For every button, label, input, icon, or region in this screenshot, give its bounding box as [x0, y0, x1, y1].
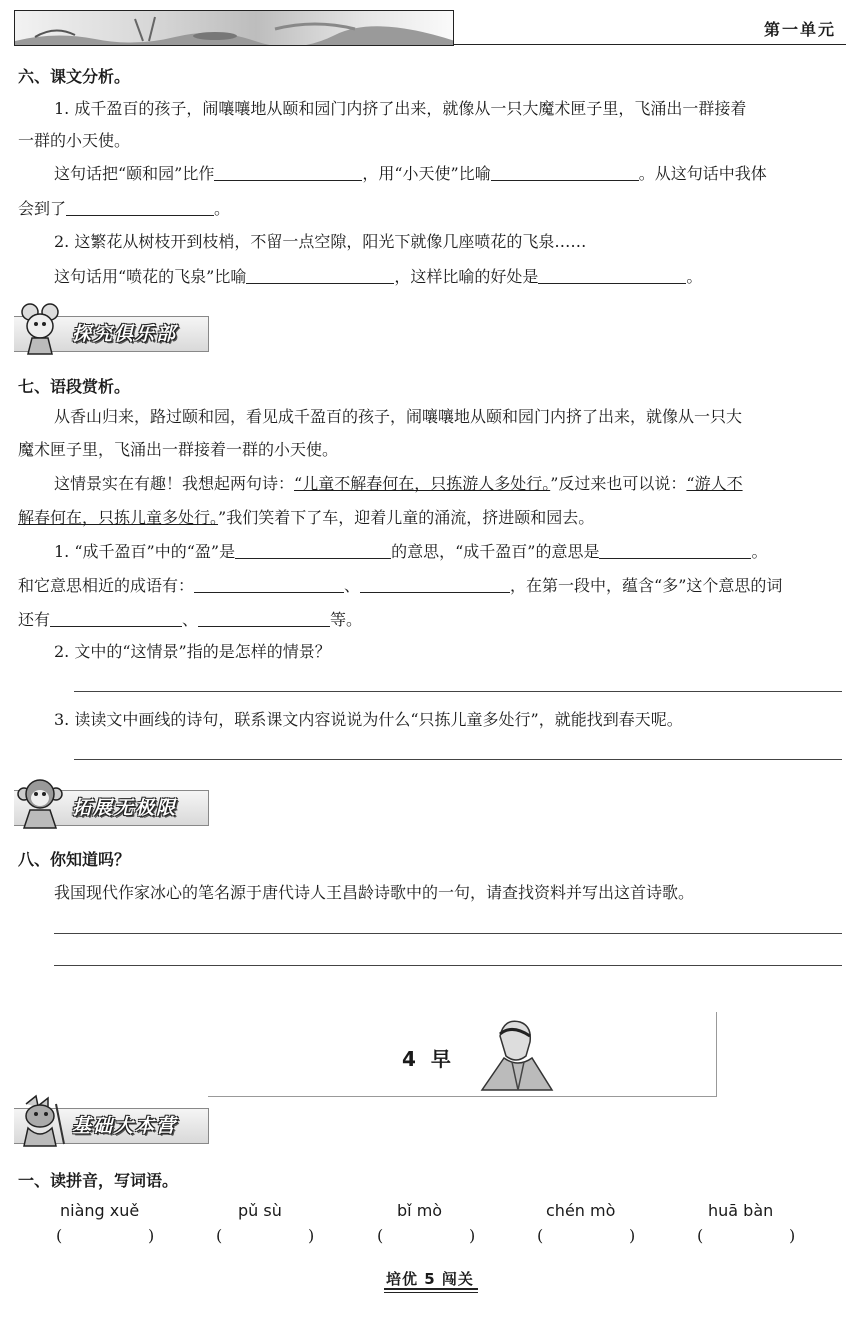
pinyin-item: niàng xuě: [60, 1201, 140, 1220]
text-span: 、: [344, 576, 361, 595]
answer-box[interactable]: [226, 1228, 306, 1246]
section7-p1-line2: 魔术匣子里，飞涌出一群接着一群的小天使。: [18, 440, 339, 459]
section7-q1-line1: [54, 539, 767, 565]
close-paren: ): [469, 1226, 476, 1245]
text-span: ”我们笑着下了车，迎着儿童的涌流，挤进颐和园去。: [218, 508, 595, 527]
page-footer: 培优 5 闯关: [386, 1270, 474, 1288]
answer-blank[interactable]: [194, 574, 344, 593]
answer-box[interactable]: [387, 1228, 467, 1246]
open-paren: (: [216, 1226, 223, 1245]
open-paren: (: [56, 1226, 63, 1245]
mouse-mascot-icon: [16, 302, 66, 356]
text-span: 还有: [18, 610, 51, 629]
answer-blank[interactable]: [538, 265, 686, 284]
answer-blank[interactable]: [50, 608, 182, 627]
pinyin-item: pǔ sù: [238, 1201, 282, 1220]
section7-q1-line2: [18, 573, 782, 599]
section7-q2: 2. 文中的“这情景”指的是怎样的情景？: [54, 642, 331, 661]
answer-blank[interactable]: [66, 197, 214, 216]
section7-p1-line1: 从香山归来，路过颐和园，看见成千盈百的孩子，闹嚷嚷地从颐和园门内挤了出来，就像从一只大: [54, 407, 743, 426]
lesson-title-box: [208, 1012, 717, 1097]
text-span: 的意思，“成千盈百”的意思是: [391, 542, 600, 561]
open-paren: (: [697, 1226, 704, 1245]
underlined-poem: “儿童不解春何在，只拣游人多处行。: [294, 474, 551, 493]
text-span: 。: [214, 199, 231, 218]
pinyin-item: bǐ mò: [397, 1201, 443, 1220]
section7-p2-line2: [18, 505, 594, 531]
section6-q1-line2: 一群的小天使。: [18, 131, 131, 150]
text-span: 会到了: [18, 199, 67, 218]
badge-title: 探究俱乐部: [72, 323, 178, 345]
text-span: ，这样比喻的好处是: [394, 267, 539, 286]
close-paren: ): [789, 1226, 796, 1245]
answer-line[interactable]: [54, 965, 842, 966]
open-paren: (: [537, 1226, 544, 1245]
dragon-mascot-icon: [16, 1094, 66, 1148]
text-span: ，在第一段中，蕴含“多”这个意思的词: [510, 576, 783, 595]
header-banner: [14, 10, 454, 46]
section7-q3: 3. 读读文中画线的诗句，联系课文内容说说为什么“只拣儿童多处行”，就能找到春天呢。: [54, 710, 683, 729]
section8-heading: 八、你知道吗？: [18, 850, 131, 869]
section6-q1-answer-line2: [18, 196, 230, 222]
text-span: 。从这句话中我体: [638, 164, 767, 183]
answer-blank[interactable]: [214, 162, 362, 181]
answer-blank[interactable]: [235, 540, 391, 559]
footer-rule: [384, 1292, 478, 1293]
section1-heading: 一、读拼音，写词语。: [18, 1171, 179, 1190]
underlined-poem: “游人不: [686, 474, 743, 493]
text-span: 1. “成千盈百”中的“盈”是: [54, 542, 236, 561]
answer-blank[interactable]: [599, 540, 751, 559]
scholar-portrait-icon: [474, 1016, 558, 1092]
badge-title: 基础大本营: [72, 1115, 178, 1137]
section6-q2-answer-line: [54, 264, 702, 290]
text-span: 。: [751, 542, 768, 561]
answer-blank[interactable]: [246, 265, 394, 284]
answer-line[interactable]: [74, 691, 842, 692]
section6-q2-line1: 2. 这繁花从树枝开到枝梢，不留一点空隙，阳光下就像几座喷花的飞泉……: [54, 232, 587, 251]
text-span: 这句话用“喷花的飞泉”比喻: [54, 267, 247, 286]
pinyin-item: huā bàn: [708, 1201, 774, 1220]
text-span: 、: [182, 610, 199, 629]
answer-box[interactable]: [547, 1228, 627, 1246]
answer-line[interactable]: [54, 933, 842, 934]
close-paren: ): [308, 1226, 315, 1245]
answer-blank[interactable]: [360, 574, 510, 593]
answer-box[interactable]: [707, 1228, 787, 1246]
section8-question: 我国现代作家冰心的笔名源于唐代诗人王昌龄诗歌中的一句，请查找资料并写出这首诗歌。: [54, 883, 695, 902]
badge-basics: [14, 1092, 210, 1150]
section7-heading: 七、语段赏析。: [18, 377, 131, 396]
text-span: ，用“小天使”比喻: [362, 164, 491, 183]
header-rule: [454, 44, 846, 45]
section6-q1-line1: 1. 成千盈百的孩子，闹嚷嚷地从颐和园门内挤了出来，就像从一只大魔术匣子里，飞涌出一群接着: [54, 99, 747, 118]
monkey-mascot-icon: [16, 776, 66, 830]
badge-extension: [14, 774, 210, 832]
footer-rule: [384, 1288, 478, 1290]
section7-p2-line1: [54, 471, 743, 497]
close-paren: ): [148, 1226, 155, 1245]
section7-q1-line3: [18, 607, 362, 633]
answer-line[interactable]: [74, 759, 842, 760]
answer-box[interactable]: [66, 1228, 146, 1246]
answer-blank[interactable]: [491, 162, 639, 181]
unit-label: 第一单元: [763, 20, 836, 39]
text-span: 等。: [330, 610, 363, 629]
badge-title: 拓展无极限: [72, 797, 178, 819]
answer-blank[interactable]: [198, 608, 330, 627]
section6-heading: 六、课文分析。: [18, 67, 131, 86]
text-span: 这句话把“颐和园”比作: [54, 164, 215, 183]
close-paren: ): [629, 1226, 636, 1245]
section6-q1-answer-line: [54, 161, 767, 187]
text-span: 。: [686, 267, 703, 286]
landscape-banner-icon: [15, 11, 454, 46]
text-span: 和它意思相近的成语有：: [18, 576, 195, 595]
open-paren: (: [377, 1226, 384, 1245]
pinyin-item: chén mò: [546, 1201, 616, 1220]
badge-explore-club: [14, 300, 210, 358]
lesson-title: 4 早: [402, 1047, 455, 1071]
text-span: 这情景实在有趣！我想起两句诗：: [54, 474, 295, 493]
text-span: ”反过来也可以说：: [550, 474, 687, 493]
underlined-poem: 解春何在，只拣儿童多处行。: [18, 508, 219, 527]
